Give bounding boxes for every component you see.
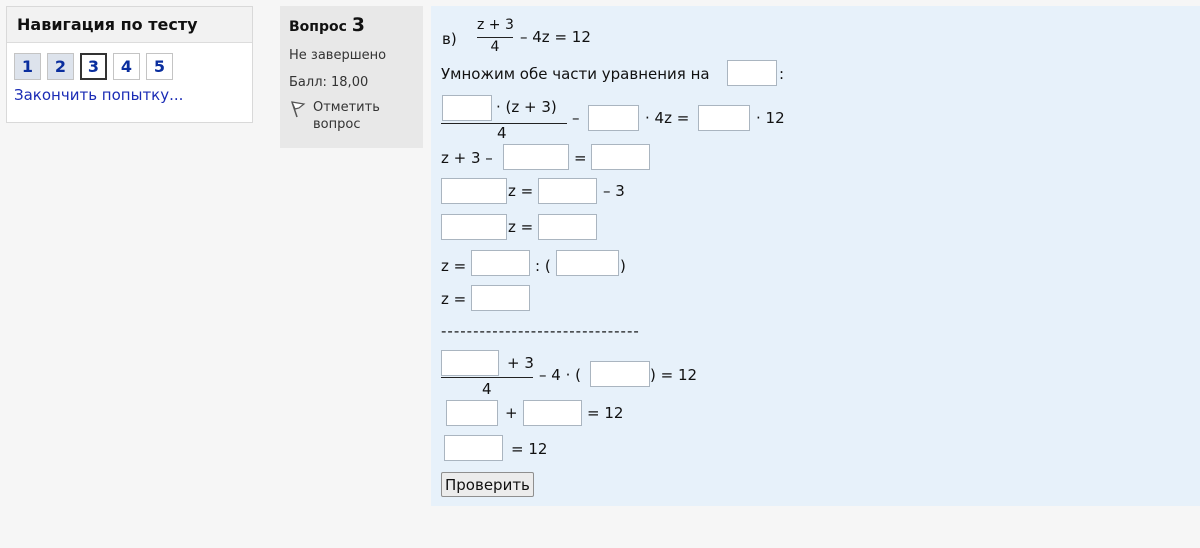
question-title bbox=[289, 14, 423, 36]
step5-colon: : ( bbox=[535, 257, 551, 275]
finish-attempt-link[interactable]: Закончить попытку... bbox=[14, 86, 184, 104]
question-button-5[interactable]: 5 bbox=[146, 53, 173, 80]
question-button-4[interactable]: 4 bbox=[113, 53, 140, 80]
equation-numerator: z + 3 bbox=[477, 17, 514, 33]
step1-middle-text: · 4z = bbox=[645, 109, 690, 127]
step2-equals: = bbox=[574, 149, 587, 167]
step3-second-input[interactable] bbox=[538, 178, 597, 204]
quiz-navigation-title: Навигация по тесту bbox=[7, 7, 252, 43]
step5-close: ) bbox=[620, 257, 626, 275]
step1-minus: – bbox=[572, 109, 580, 127]
check2-plus: + bbox=[505, 404, 518, 422]
equation-rest: – 4z = 12 bbox=[520, 28, 591, 46]
step1-third-input[interactable] bbox=[698, 105, 750, 131]
step1-second-input[interactable] bbox=[588, 105, 639, 131]
equation-fraction-bar bbox=[477, 37, 513, 38]
question-button-2[interactable]: 2 bbox=[47, 53, 74, 80]
multiplier-input[interactable] bbox=[727, 60, 777, 86]
question-info bbox=[280, 6, 423, 148]
step1-denominator: 4 bbox=[497, 124, 507, 142]
check2-second-input[interactable] bbox=[523, 400, 582, 426]
question-button-1[interactable]: 1 bbox=[14, 53, 41, 80]
step5-lhs: z = bbox=[441, 257, 467, 275]
check-button[interactable]: Проверить bbox=[441, 472, 534, 497]
question-status: Не завершено bbox=[289, 48, 387, 63]
flag-question-toggle[interactable] bbox=[289, 99, 423, 133]
step5-second-input[interactable] bbox=[556, 250, 619, 276]
question-button-3[interactable]: 3 bbox=[80, 53, 107, 80]
flag-question-label: Отметить вопрос bbox=[313, 100, 380, 132]
item-label: в) bbox=[442, 30, 457, 48]
check-numerator-text: + 3 bbox=[507, 354, 534, 372]
step2-lhs: z + 3 – bbox=[441, 149, 493, 167]
question-content bbox=[431, 6, 1200, 506]
check2-end: = 12 bbox=[587, 404, 624, 422]
question-score: Балл: 18,00 bbox=[289, 75, 369, 90]
question-label: Вопрос bbox=[289, 19, 347, 35]
instruction-text: Умножим обе части уравнения на bbox=[441, 65, 710, 83]
step3-first-input[interactable] bbox=[441, 178, 507, 204]
question-buttons bbox=[7, 43, 252, 80]
flag-icon bbox=[289, 100, 307, 118]
check3-input[interactable] bbox=[444, 435, 503, 461]
question-number: 3 bbox=[351, 14, 366, 36]
step6-lhs: z = bbox=[441, 290, 467, 308]
step3-end: – 3 bbox=[603, 182, 625, 200]
check2-first-input[interactable] bbox=[446, 400, 498, 426]
check-denominator: 4 bbox=[482, 380, 492, 398]
check-end-text: ) = 12 bbox=[650, 366, 698, 384]
check3-end: = 12 bbox=[511, 440, 548, 458]
step1-end-text: · 12 bbox=[756, 109, 785, 127]
step1-numerator-text: · (z + 3) bbox=[496, 98, 557, 116]
check-middle-text: – 4 · ( bbox=[539, 366, 581, 384]
step4-first-input[interactable] bbox=[441, 214, 507, 240]
separator-line: ------------------------------- bbox=[441, 322, 640, 340]
step2-second-input[interactable] bbox=[591, 144, 650, 170]
step5-first-input[interactable] bbox=[471, 250, 530, 276]
step1-multiplier-input[interactable] bbox=[442, 95, 492, 121]
step6-input[interactable] bbox=[471, 285, 530, 311]
instruction-colon: : bbox=[779, 65, 785, 83]
step4-z: z = bbox=[508, 218, 534, 236]
check-numerator-input[interactable] bbox=[441, 350, 499, 376]
step4-second-input[interactable] bbox=[538, 214, 597, 240]
equation-denominator: 4 bbox=[490, 39, 500, 55]
step2-first-input[interactable] bbox=[503, 144, 569, 170]
step3-z: z = bbox=[508, 182, 534, 200]
quiz-navigation bbox=[6, 6, 253, 123]
check-paren-input[interactable] bbox=[590, 361, 650, 387]
check-fraction-bar bbox=[441, 377, 533, 378]
